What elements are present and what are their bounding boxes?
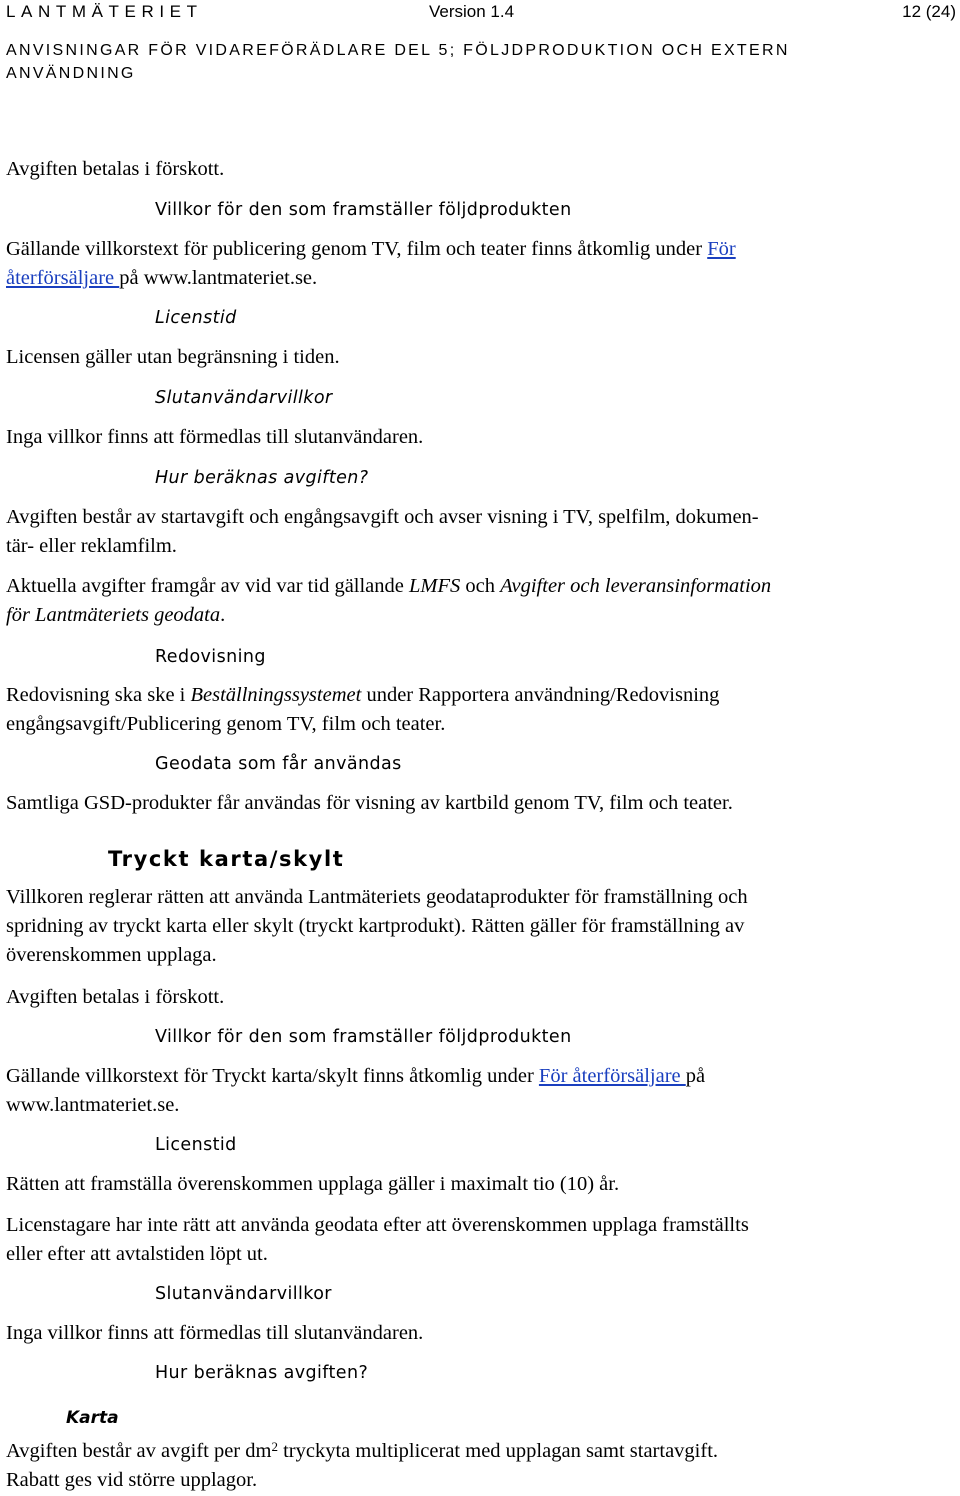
current-fees-paragraph: Aktuella avgifter framgår av vid var tid gällande LMFS och Avgifter och leveransinformation för Lantmäteriets geodata.: [6, 575, 772, 626]
heading-reporting: Redovisning: [155, 647, 266, 667]
link-for-resellers-cont[interactable]: återförsäljare: [6, 267, 120, 289]
reporting-paragraph: Redovisning ska ske i Beställningssystemet under Rapportera användning/Redovisning engångsavgift/Publicering genom TV, film och teater.: [6, 684, 720, 735]
print-fee-prepaid-text: Avgiften betalas i förskott.: [6, 986, 225, 1008]
page-header: [6, 2, 956, 26]
geodata-text: Samtliga GSD-produkter får användas för visning av kartbild genom TV, film och teater.: [6, 792, 733, 814]
fee-description: Avgiften består av startavgift och engångsavgift och avser visning i TV, spelfilm, dokumen- tär- eller reklamfilm.: [6, 506, 759, 557]
document-subtitle: ANVISNINGAR FÖR VIDAREFÖRÄDLARE DEL 5; FÖLJDPRODUKTION OCH EXTERN ANVÄNDNING: [6, 42, 790, 82]
fee-prepaid-text: Avgiften betalas i förskott.: [6, 158, 225, 180]
conditions-paragraph: Gällande villkorstext för publicering genom TV, film och teater finns åtkomlig under För återförsäljare på www.lantmateriet.se.: [6, 238, 736, 289]
print-heading-fee-calculation: Hur beräknas avgiften?: [155, 1363, 369, 1383]
licensee-paragraph: Licenstagare har inte rätt att använda geodata efter att överenskommen upplaga framställts eller efter att avtalstiden löpt ut.: [6, 1214, 749, 1265]
print-heading-license-period: Licenstid: [155, 1135, 237, 1155]
heading-license-period: Licenstid: [155, 308, 237, 328]
subheading-map: Karta: [66, 1408, 119, 1428]
heading-fee-calculation: Hur beräknas avgiften?: [155, 468, 369, 488]
license-text: Licensen gäller utan begränsning i tiden.: [6, 346, 340, 368]
organization-name: LANTMÄTERIET: [6, 2, 203, 21]
heading-geodata-allowed: Geodata som får användas: [155, 754, 402, 774]
print-license-text: Rätten att framställa överenskommen upplaga gäller i maximalt tio (10) år.: [6, 1173, 620, 1195]
document-version: Version 1.4: [429, 2, 515, 21]
section-heading-printed-map: Tryckt karta/skylt: [108, 847, 345, 871]
link-for-resellers[interactable]: För: [707, 238, 736, 260]
print-heading-enduser-terms: Slutanvändarvillkor: [155, 1284, 332, 1304]
print-conditions-paragraph: Gällande villkorstext för Tryckt karta/skylt finns åtkomlig under För återförsäljare på www.lantmateriet.se.: [6, 1065, 706, 1116]
print-fee-description: Avgiften består av avgift per $dm^2$ tryckyta multiplicerat med upplagan samt startavgift. Rabatt ges vid större upplagor.: [6, 1439, 719, 1491]
enduser-text: Inga villkor finns att förmedlas till slutanvändaren.: [6, 426, 424, 448]
print-link-for-resellers[interactable]: För återförsäljare: [538, 1065, 686, 1087]
print-enduser-text: Inga villkor finns att förmedlas till slutanvändaren.: [6, 1322, 424, 1344]
heading-conditions: Villkor för den som framställer följdprodukten: [155, 200, 572, 220]
heading-enduser-terms: Slutanvändarvillkor: [155, 388, 333, 408]
print-heading-conditions: Villkor för den som framställer följdprodukten: [155, 1027, 572, 1047]
printed-map-intro: Villkoren reglerar rätten att använda Lantmäteriets geodataprodukter för framställning och spridning av tryckt karta eller skylt (tryckt kartprodukt). Rätten gäller för framställning av överenskommen upplaga.: [6, 886, 748, 966]
page-number: 12 (24): [902, 2, 956, 21]
